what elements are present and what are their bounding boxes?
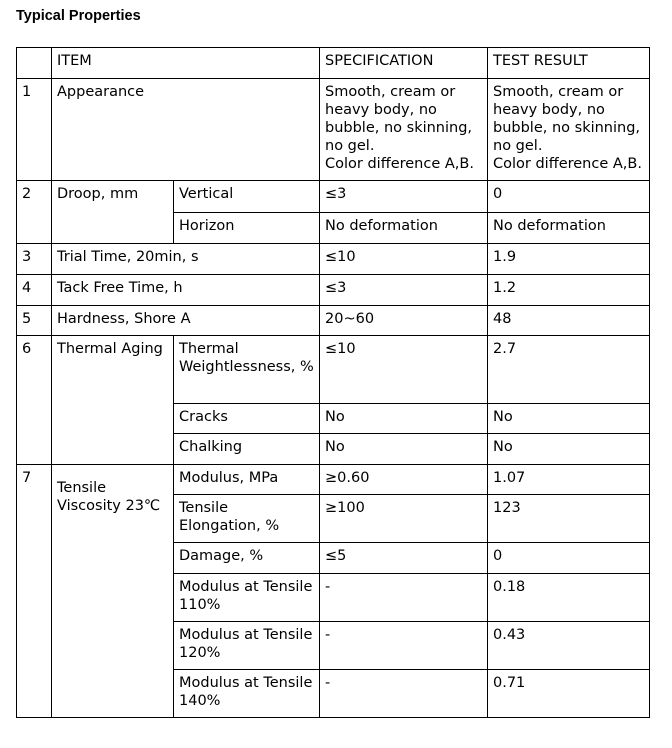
row-number: 4 xyxy=(17,275,52,306)
page-title: Typical Properties xyxy=(16,8,141,24)
result-cell: 123 xyxy=(488,495,650,543)
result-cell: 0.18 xyxy=(488,574,650,622)
table-row xyxy=(17,306,650,336)
spec-cell: Smooth, cream or heavy body, no bubble, no skinning, no gel. Color difference A,B. xyxy=(320,79,488,181)
result-cell: No deformation xyxy=(488,213,650,244)
row-number: 7 xyxy=(17,465,52,718)
table-row xyxy=(17,336,650,404)
row-number: 5 xyxy=(17,306,52,336)
result-cell: 48 xyxy=(488,306,650,336)
table-header-row xyxy=(17,48,650,79)
result-cell: 1.9 xyxy=(488,244,650,275)
spec-cell: ≤5 xyxy=(320,543,488,574)
row-number: 2 xyxy=(17,181,52,244)
result-cell: 1.2 xyxy=(488,275,650,306)
spec-cell: - xyxy=(320,622,488,670)
sub-item-cell: Modulus at Tensile 110% xyxy=(174,574,320,622)
sub-item-cell xyxy=(174,336,320,404)
spec-cell: ≥0.60 xyxy=(320,465,488,495)
spec-cell: - xyxy=(320,574,488,622)
result-cell: 0.71 xyxy=(488,670,650,718)
header-item: ITEM xyxy=(52,48,320,79)
table-row xyxy=(17,275,650,306)
spec-cell: ≤3 xyxy=(320,275,488,306)
row-number: 1 xyxy=(17,79,52,181)
sub-item-cell: Vertical xyxy=(174,181,320,213)
sub-item-label-line-1: Thermal xyxy=(179,341,239,357)
sub-item-cell: Chalking xyxy=(174,434,320,465)
header-specification: SPECIFICATION xyxy=(320,48,488,79)
spec-cell: ≥100 xyxy=(320,495,488,543)
row-number: 3 xyxy=(17,244,52,275)
sub-item-cell: Modulus, MPa xyxy=(174,465,320,495)
item-cell: Tack Free Time, h xyxy=(52,275,320,306)
header-no xyxy=(17,48,52,79)
spec-cell: - xyxy=(320,670,488,718)
result-cell: Smooth, cream or heavy body, no bubble, no skinning, no gel. Color difference A,B. xyxy=(488,79,650,181)
sub-item-cell: Modulus at Tensile 140% xyxy=(174,670,320,718)
result-cell: No xyxy=(488,434,650,465)
item-cell: Droop, mm xyxy=(52,181,174,244)
sub-item-cell: Cracks xyxy=(174,404,320,434)
sub-item-label-line-2: Weightlessness, % xyxy=(179,359,314,375)
spec-cell: 20~60 xyxy=(320,306,488,336)
table-row xyxy=(17,244,650,275)
spec-cell: No deformation xyxy=(320,213,488,244)
result-cell: 2.7 xyxy=(488,336,650,404)
item-cell: Trial Time, 20min, s xyxy=(52,244,320,275)
spec-cell: ≤10 xyxy=(320,244,488,275)
table-row xyxy=(17,465,650,495)
spec-cell: ≤3 xyxy=(320,181,488,213)
item-label-line-1: Tensile xyxy=(57,480,107,496)
spec-cell: No xyxy=(320,404,488,434)
item-cell: Hardness, Shore A xyxy=(52,306,320,336)
result-cell: 0 xyxy=(488,543,650,574)
result-cell: No xyxy=(488,404,650,434)
sub-item-cell: Damage, % xyxy=(174,543,320,574)
sub-item-cell: Modulus at Tensile 120% xyxy=(174,622,320,670)
typical-properties-table xyxy=(16,47,650,718)
header-test-result: TEST RESULT xyxy=(488,48,650,79)
result-cell: 0 xyxy=(488,181,650,213)
item-label-line-2: Viscosity 23℃ xyxy=(57,498,161,514)
item-cell: Thermal Aging xyxy=(52,336,174,465)
sub-item-cell: Tensile Elongation, % xyxy=(174,495,320,543)
spec-cell: ≤10 xyxy=(320,336,488,404)
item-cell xyxy=(52,465,174,718)
table-row xyxy=(17,181,650,213)
row-number: 6 xyxy=(17,336,52,465)
spec-cell: No xyxy=(320,434,488,465)
result-cell: 1.07 xyxy=(488,465,650,495)
table-row xyxy=(17,79,650,181)
item-cell: Appearance xyxy=(52,79,320,181)
sub-item-cell: Horizon xyxy=(174,213,320,244)
result-cell: 0.43 xyxy=(488,622,650,670)
